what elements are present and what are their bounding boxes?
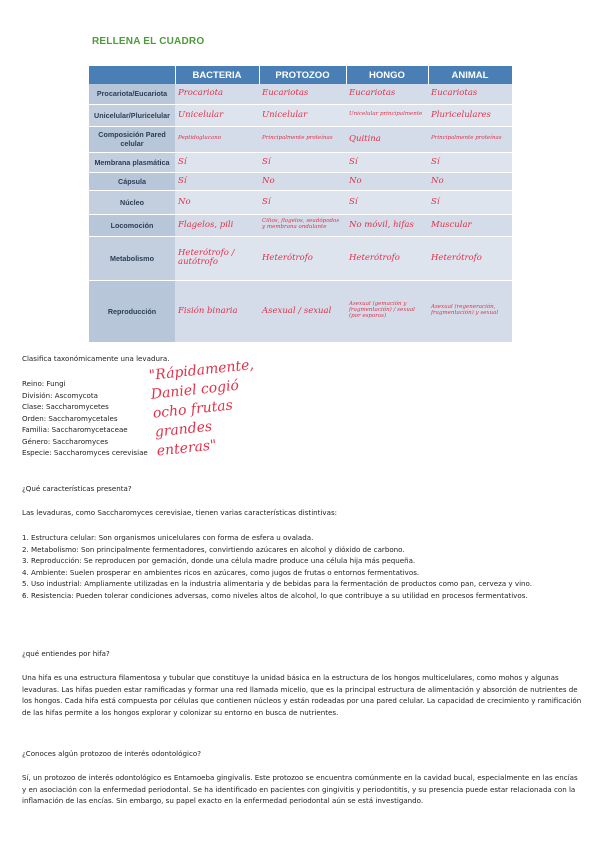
header-animal: ANIMAL (428, 66, 512, 84)
list-item: 3. Reproducción: Se reproducen por gemación, donde una célula madre produce una célula hija más pequeña. (22, 556, 416, 566)
table-cell: Pluricelulares (428, 104, 512, 126)
classify-heading: Clasifica taxonómicamente una levadura. (22, 354, 170, 363)
characteristics-list (22, 532, 582, 602)
table-cell: Principalmente proteínas (259, 126, 346, 152)
table-row (89, 172, 512, 190)
handwriting-line: enteras" (156, 437, 218, 460)
row-label: Locomoción (89, 214, 175, 236)
row-label: Procariota/Eucariota (89, 84, 175, 104)
list-item: 5. Uso industrial: Ampliamente utilizadas en la industria alimentaria y de bebidas para la fermentación de productos como pan, cerveza y vino. (22, 579, 533, 589)
table-cell: Sí (175, 152, 259, 172)
characteristics-intro: Las levaduras, como Saccharomyces cerevisiae, tienen varias características distintivas: (22, 508, 338, 517)
table-cell: Procariota (175, 84, 259, 104)
header-hongo: HONGO (346, 66, 428, 84)
table-cell: Asexual / sexual (259, 280, 346, 342)
table-cell: Flagelos, pili (175, 214, 259, 236)
handwriting-line: "Rápidamente, (148, 356, 255, 384)
list-item: 6. Resistencia: Pueden tolerar condiciones adversas, como niveles altos de alcohol, lo que contribuye a su utilidad en procesos fermentativos. (22, 590, 528, 600)
table-cell: Heterótrofo (346, 236, 428, 280)
taxonomy-line: División: Ascomycota (22, 390, 99, 400)
row-label: Unicelular/Pluricelular (89, 104, 175, 126)
table-cell: Cilios, flagelos, seudópodos y membrana ondulante (259, 214, 346, 236)
answer-hifa: Una hifa es una estructura filamentosa y tubular que constituye la unidad básica en la estructura de los hongos multicelulares, como mohos y algunas levaduras. Las hifas pueden estar ramificadas y formar una red llamada micelio, que es la principal estructura de alimentación y absorción de nutrientes de los hongos. Cada hifa está compuesta por células que contienen núcleos y están rodeadas por una pared celular. La capacidad de crecimiento y ramificación de las hifas permite a los hongos explorar y colonizar su entorno en busca de nutrientes. (22, 673, 582, 717)
table-cell: Eucariotas (428, 84, 512, 104)
taxonomy-line: Familia: Saccharomycetaceae (22, 425, 128, 434)
table-row (89, 280, 512, 342)
taxonomy-line: Género: Saccharomyces (22, 436, 109, 446)
question-hifa: ¿qué entiendes por hifa? (22, 649, 110, 658)
table-row (89, 190, 512, 214)
handwriting-line: ocho frutas (152, 397, 234, 422)
table-cell: Sí (428, 190, 512, 214)
table-row (89, 104, 512, 126)
row-label: Núcleo (89, 190, 175, 214)
row-label: Reproducción (89, 280, 175, 342)
table-cell: Eucariotas (346, 84, 428, 104)
taxonomy-list (22, 378, 148, 459)
table-row (89, 214, 512, 236)
table-cell: No (259, 172, 346, 190)
table-cell: Sí (175, 172, 259, 190)
table-cell: Heterótrofo / autótrofo (175, 236, 259, 280)
table-header-row (89, 66, 512, 84)
table-row (89, 84, 512, 104)
table-row (89, 236, 512, 280)
table-cell: Quitina (346, 126, 428, 152)
taxonomy-line: Clase: Saccharomycetes (22, 402, 109, 411)
table-cell: Asexual (regeneración, fragmentación) y sexual (428, 280, 512, 342)
taxonomy-line: Reino: Fungi (22, 379, 66, 388)
comparison-table (89, 66, 513, 343)
answer-protozoo: Sí, un protozoo de interés odontológico es Entamoeba gingivalis. Este protozoo se encuentra comúnmente en la cavidad bucal, especialmente en las encías y en asociación con la enfermedad periodontal. Se ha identificado en pacientes con gingivitis y periodontitis, y su presencia puede estar relacionada con la inflamación de las encías. Sin embargo, su papel exacto en la enfermedad periodontal aún se está investigando. (22, 773, 578, 806)
row-label: Membrana plasmática (89, 152, 175, 172)
table-cell: Eucariotas (259, 84, 346, 104)
table-cell: Heterótrofo (259, 236, 346, 280)
table-cell: Fisión binaria (175, 280, 259, 342)
table-cell: Sí (259, 152, 346, 172)
row-label: Cápsula (89, 172, 175, 190)
table-cell: Principalmente proteínas (428, 126, 512, 152)
table-row (89, 126, 512, 152)
question-protozoo: ¿Conoces algún protozoo de interés odontológico? (22, 749, 201, 758)
list-item: 1. Estructura celular: Son organismos unicelulares con forma de esfera u ovalada. (22, 533, 314, 542)
table-cell: Muscular (428, 214, 512, 236)
table-cell: Sí (259, 190, 346, 214)
table-cell: No (428, 172, 512, 190)
table-cell: Sí (346, 190, 428, 214)
list-item: 4. Ambiente: Suelen prosperar en ambientes ricos en azúcares, como jugos de frutas o entornos fermentativos. (22, 567, 420, 577)
table-cell: Unicelular principalmente (346, 104, 428, 126)
worksheet-title: RELLENA EL CUADRO (92, 36, 205, 47)
table-cell: No (175, 190, 259, 214)
handwriting-line: Daniel cogió (150, 377, 240, 403)
handwritten-mnemonic (148, 356, 263, 461)
taxonomy-line: Especie: Saccharomyces cerevisiae (22, 448, 148, 457)
table-cell: Sí (428, 152, 512, 172)
table-row (89, 152, 512, 172)
table-corner-cell (89, 66, 175, 84)
table-cell: Asexual (gemación y fragmentación) / sexual (por esporas) (346, 280, 428, 342)
table-cell: Peptidoglucano (175, 126, 259, 152)
list-item: 2. Metabolismo: Son principalmente fermentadores, convirtiendo azúcares en alcohol y dióxido de carbono. (22, 544, 405, 554)
table-cell: Unicelular (259, 104, 346, 126)
row-label: Metabolismo (89, 236, 175, 280)
header-bacteria: BACTERIA (175, 66, 259, 84)
taxonomy-line: Orden: Saccharomycetales (22, 413, 118, 423)
header-protozoo: PROTOZOO (259, 66, 346, 84)
table-cell: Heterótrofo (428, 236, 512, 280)
table-cell: Unicelular (175, 104, 259, 126)
table-cell: No (346, 172, 428, 190)
handwriting-line: grandes (154, 418, 213, 441)
table-cell: No móvil, hifas (346, 214, 428, 236)
question-characteristics: ¿Qué características presenta? (22, 484, 132, 493)
row-label: Composición Pared celular (89, 126, 175, 152)
table-cell: Sí (346, 152, 428, 172)
